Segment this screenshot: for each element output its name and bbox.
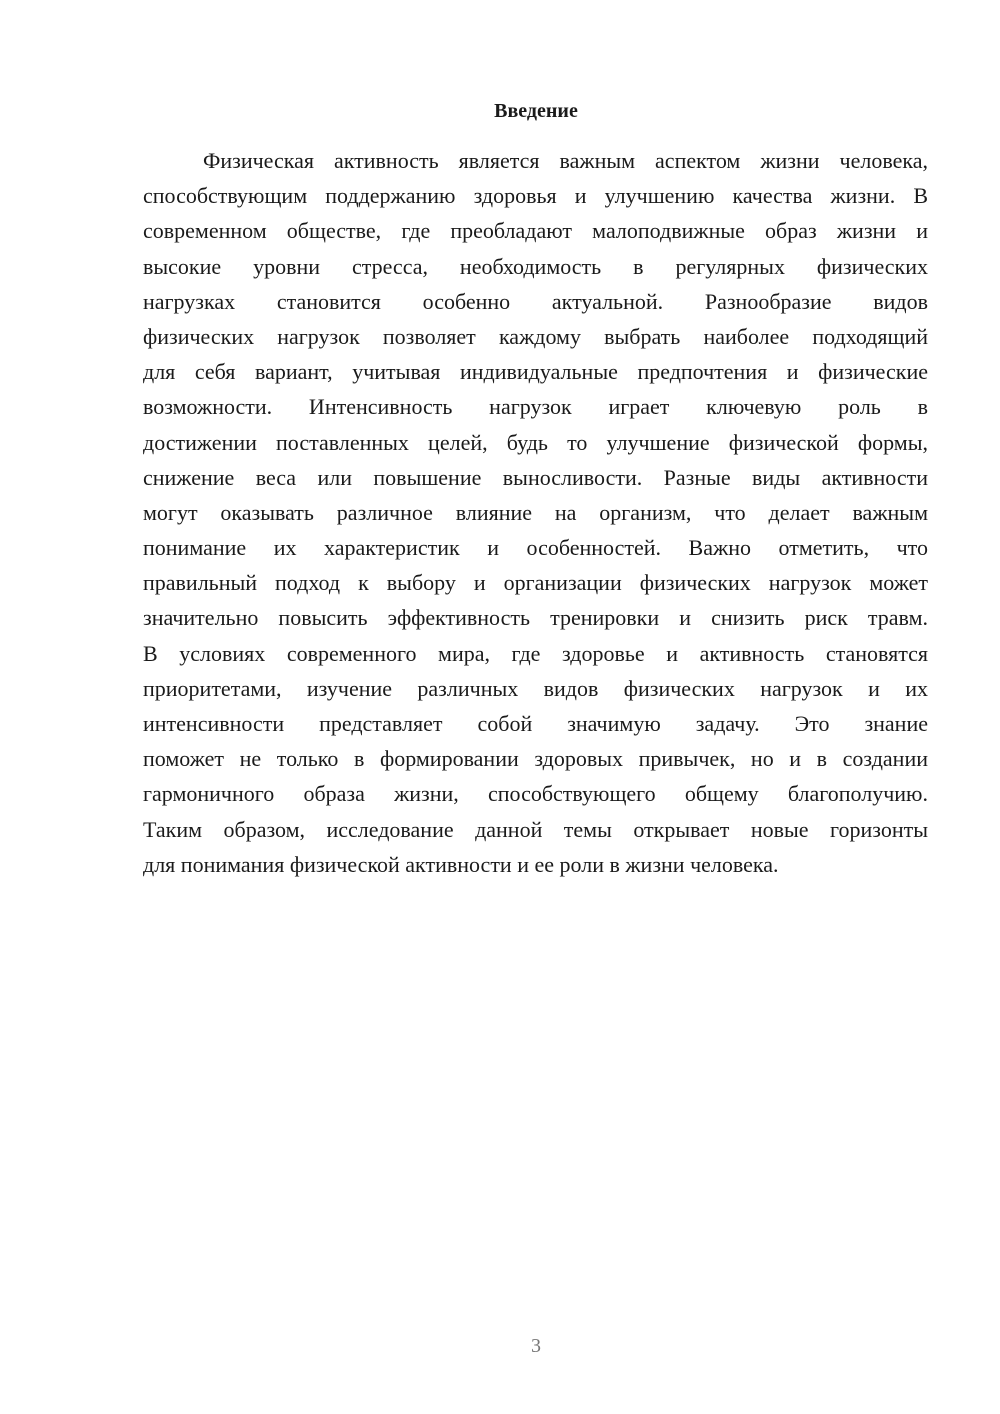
paragraph-line: интенсивности представляет собой значимую задачу. Это знание [143,711,928,736]
paragraph-line: высокие уровни стресса, необходимость в регулярных физических [143,253,928,279]
body-paragraph [143,143,928,882]
paragraph-line: правильный подход к выбору и организации физических нагрузок может [143,570,928,596]
paragraph-line: приоритетами, изучение различных видов физических нагрузок и их [143,675,928,701]
paragraph-line: способствующим поддержанию здоровья и улучшению качества жизни. В [143,183,928,209]
section-heading: Введение [494,100,578,122]
paragraph-line: снижение веса или повышение выносливости. Разные виды активности [143,464,928,490]
paragraph-line: нагрузках становится особенно актуальной. Разнообразие видов [143,288,928,314]
paragraph-line: для себя вариант, учитывая индивидуальные предпочтения и физические [143,359,928,385]
paragraph-line: понимание их характеристик и особенностей. Важно отметить, что [143,535,928,561]
page-number: 3 [531,1335,541,1357]
paragraph-line: поможет не только в формировании здоровых привычек, но и в создании [143,746,928,772]
paragraph-line: значительно повысить эффективность тренировки и снизить риск травм. [143,605,928,631]
paragraph-line: могут оказывать различное влияние на организм, что делает важным [143,499,928,525]
paragraph-line: современном обществе, где преобладают малоподвижные образ жизни и [143,218,928,244]
paragraph-line: физических нагрузок позволяет каждому выбрать наиболее подходящий [143,323,928,349]
paragraph-line: Физическая активность является важным аспектом жизни человека, [203,148,928,173]
paragraph-line: достижении поставленных целей, будь то улучшение физической формы, [143,429,928,455]
paragraph-line: Таким образом, исследование данной темы открывает новые горизонты [143,816,928,842]
paragraph-line: возможности. Интенсивность нагрузок играет ключевую роль в [143,394,928,420]
paragraph-line: В условиях современного мира, где здоровье и активность становятся [143,640,928,666]
paragraph-line: гармоничного образа жизни, способствующего общему благополучию. [143,781,928,807]
paragraph-line: для понимания физической активности и ее роли в жизни человека. [143,851,779,877]
